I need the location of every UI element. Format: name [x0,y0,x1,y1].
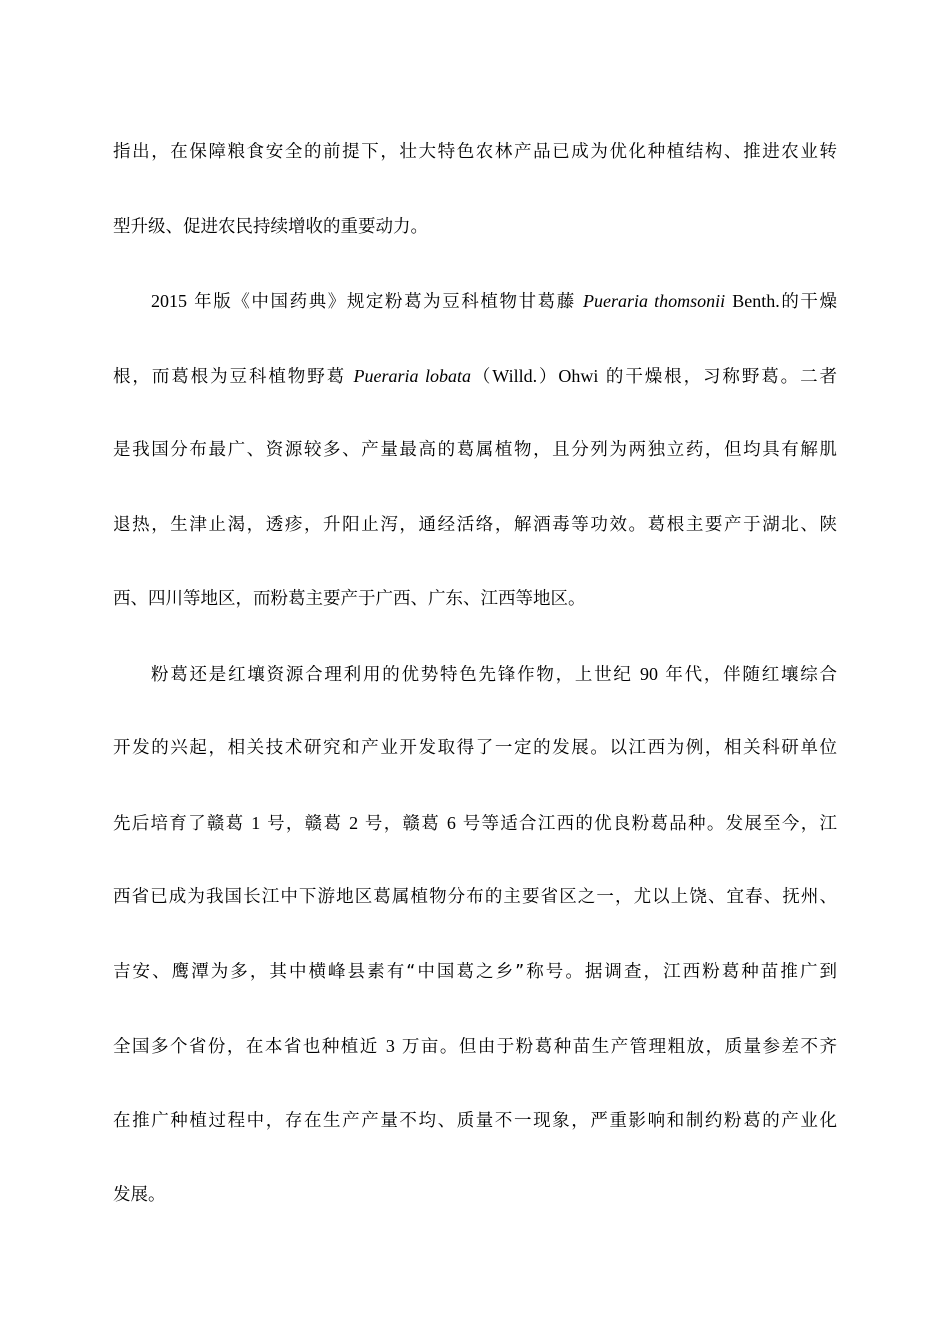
text-run: 号，赣葛 [358,813,447,834]
cultivar-number: 2 [349,812,359,833]
decade-number: 90 [640,663,659,684]
text-line [113,728,837,803]
text-line [113,1175,837,1250]
text-run: 万亩。但由于粉葛种苗生产管理粗放，质量参差不齐 [394,1037,838,1057]
text-line [113,1101,837,1176]
text-run: ） [537,366,559,387]
text-run: 在推广种植过程中，存在生产产量不均、质量不一现象，严重影响和制约粉葛的产业化 [113,1110,837,1131]
cultivar-number: 1 [251,812,261,833]
text-line [113,803,837,878]
year-number: 2015 [151,291,187,311]
text-run: 发展。 [113,1185,166,1205]
scientific-name: Pueraria lobata [353,365,471,386]
text-run: 开发的兴起，相关技术研究和产业开发取得了一定的发展。以江西为例，相关科研单位 [113,738,837,758]
text-run: 退热，生津止渴，透疹，升阳止泻，通经活络，解酒毒等功效。葛根主要产于湖北、陕 [113,514,837,535]
text-line [113,207,837,282]
text-run: 全国多个省份，在本省也种植近 [113,1037,386,1057]
text-line [113,1026,837,1101]
scientific-name: Pueraria thomsonii [582,291,726,311]
text-line [113,505,837,580]
text-run: 的干燥根，习称野葛。二者 [598,366,838,387]
text-run: 先后培育了赣葛 [113,813,252,834]
area-number: 3 [385,1036,395,1056]
text-run: （ [470,366,493,387]
text-line [113,877,837,952]
author-abbreviation: Willd. [492,365,538,386]
text-run: 型升级、促进农民持续增收的重要动力。 [113,216,428,237]
text-line [113,430,837,505]
author-abbreviation: Ohwi [558,365,599,386]
text-line [113,356,837,431]
text-run: 西省已成为我国长江中下游地区葛属植物分布的主要省区之一，尤以上饶、宜春、抚州、 [113,887,837,907]
text-run: 西、四川等地区，而粉葛主要产于广西、广东、江西等地区。 [113,589,586,609]
text-line [113,654,837,729]
author-abbreviation: Benth. [732,291,780,311]
text-line [113,281,837,356]
text-line [113,952,837,1027]
text-run: 年代，伴随红壤综合 [658,664,838,685]
cultivar-number: 6 [446,812,456,833]
text-run: 年版《中国药典》规定粉葛为豆科植物甘葛藤 [187,292,583,312]
text-line [113,579,837,654]
text-run: 的干燥 [779,292,837,312]
body-text [113,132,837,1250]
text-run: 号等适合江西的优良粉葛品种。发展至今，江 [455,813,837,834]
text-run: 吉安、鹰潭为多，其中横峰县素有“中国葛之乡”称号。据调查，江西粉葛种苗推广到 [113,961,837,982]
text-run: 是我国分布最广、资源较多、产量最高的葛属植物，且分列为两独立药，但均具有解肌 [113,440,837,460]
text-line [113,132,837,207]
text-run: 根，而葛根为豆科植物野葛 [113,366,354,387]
text-run: 号，赣葛 [260,813,350,834]
text-run: 指出，在保障粮食安全的前提下，壮大特色农林产品已成为优化种植结构、推进农业转 [113,142,837,162]
text-run: 粉葛还是红壤资源合理利用的优势特色先锋作物，上世纪 [151,664,641,685]
